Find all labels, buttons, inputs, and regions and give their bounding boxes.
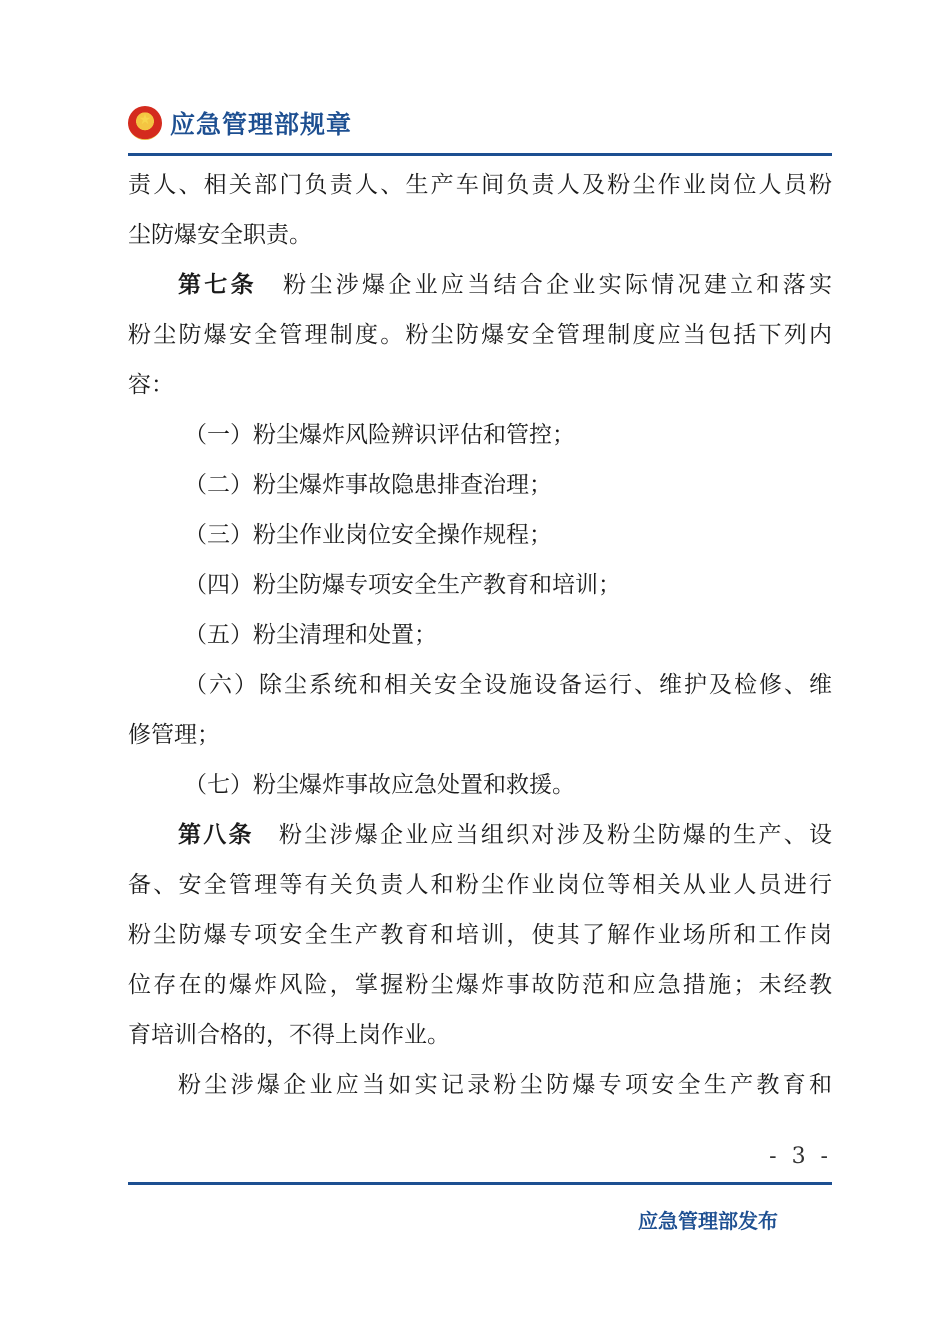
page-number: - 3 - bbox=[769, 1144, 832, 1169]
list-item: （七）粉尘爆炸事故应急处置和救援。 bbox=[184, 772, 575, 798]
page-header bbox=[128, 100, 352, 146]
list-item: （四）粉尘防爆专项安全生产教育和培训； bbox=[184, 572, 621, 598]
article-8-text: 粉尘涉爆企业应当组织对涉及粉尘防爆的生产、设 bbox=[278, 822, 833, 848]
text-line: 容： bbox=[128, 372, 174, 398]
text-line: 位存在的爆炸风险，掌握粉尘爆炸事故防范和应急措施；未经教 bbox=[128, 972, 832, 998]
footer-divider bbox=[128, 1182, 832, 1185]
list-item: （一）粉尘爆炸风险辨识评估和管控； bbox=[184, 422, 575, 448]
list-item: （三）粉尘作业岗位安全操作规程； bbox=[184, 522, 552, 548]
text-line: 修管理； bbox=[128, 722, 220, 748]
list-item: （二）粉尘爆炸事故隐患排查治理； bbox=[184, 472, 552, 498]
document-body bbox=[128, 160, 832, 1110]
list-item: （六）除尘系统和相关安全设施设备运行、维护及检修、维 bbox=[184, 672, 832, 698]
footer-publisher: 应急管理部发布 bbox=[638, 1209, 778, 1233]
header-divider bbox=[128, 153, 832, 156]
article-7-line bbox=[128, 260, 832, 310]
text-line: 粉尘涉爆企业应当如实记录粉尘防爆专项安全生产教育和 bbox=[178, 1072, 832, 1098]
text-line: 粉尘防爆专项安全生产教育和培训，使其了解作业场所和工作岗 bbox=[128, 922, 832, 948]
text-line: 粉尘防爆安全管理制度。粉尘防爆安全管理制度应当包括下列内 bbox=[128, 322, 832, 348]
article-7-text: 粉尘涉爆企业应当结合企业实际情况建立和落实 bbox=[283, 272, 833, 298]
article-8-label: 第八条 bbox=[178, 822, 254, 848]
article-7-label: 第七条 bbox=[178, 272, 257, 298]
national-emblem-icon bbox=[128, 106, 162, 140]
article-8-line bbox=[128, 810, 832, 860]
text-line: 备、安全管理等有关负责人和粉尘作业岗位等相关从业人员进行 bbox=[128, 872, 832, 898]
text-line: 责人、相关部门负责人、生产车间负责人及粉尘作业岗位人员粉 bbox=[128, 172, 832, 198]
header-title: 应急管理部规章 bbox=[170, 110, 353, 139]
text-line: 育培训合格的，不得上岗作业。 bbox=[128, 1022, 450, 1048]
list-item: （五）粉尘清理和处置； bbox=[184, 622, 437, 648]
text-line: 尘防爆安全职责。 bbox=[128, 222, 312, 248]
